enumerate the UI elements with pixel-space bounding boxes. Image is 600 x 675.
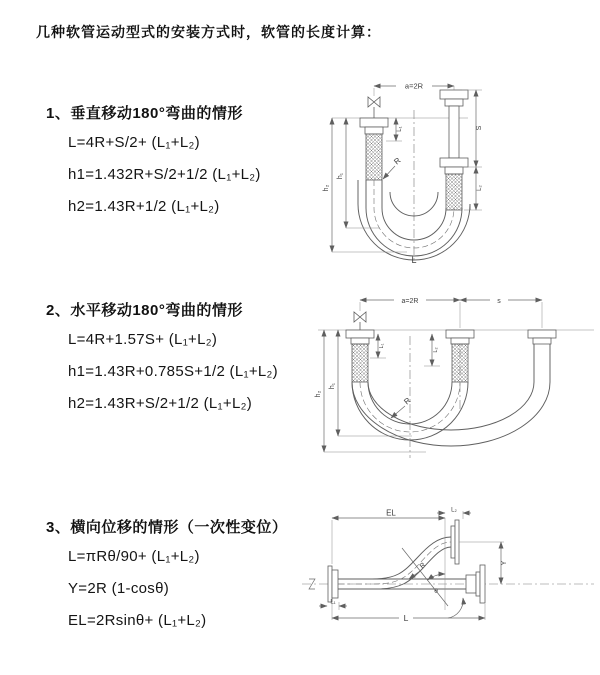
top-flange [451,520,459,564]
formula-line: h1=1.43R+0.785S+1/2 (L₁+L₂) [68,363,278,380]
diagram-lateral-displacement [296,506,600,652]
formula-line: h1=1.432R+S/2+1/2 (L₁+L₂) [68,166,261,183]
dimension-a2r [360,298,460,305]
formula-line: Y=2R (1-cosθ) [68,580,170,597]
dim-label-el: EL [386,508,396,518]
valve-icon [354,312,366,330]
dimension-h2 [315,330,426,452]
diagram-horizontal-180-bend [308,286,600,464]
page-title: 几种软管运动型式的安装方式时，软管的长度计算： [36,24,381,40]
right-pipe-fitting [440,90,468,210]
dim-label-l1: L₁ [397,126,403,132]
middle-pipe-fitting [446,330,474,382]
hose-s-curve [338,537,451,589]
dim-label-h1: h₁ [337,172,344,180]
left-pipe-fitting [346,330,374,382]
dimension-l2 [424,334,440,366]
radius-leader [391,396,413,418]
formula-line: L=πRθ/90+ (L₁+L₂) [68,548,200,565]
valve-icon [368,97,380,118]
dimension-l1 [386,118,403,141]
dimension-s [460,298,542,305]
dim-label-s: s [497,297,501,305]
dimension-l1 [319,600,347,611]
dim-label-l2: L₂ [451,507,457,514]
section-3-heading: 3、横向位移的情形（一次性变位） [46,519,288,536]
dimension-l2 [464,167,483,210]
dim-label-l2: L₂ [433,347,439,353]
left-flange [328,566,338,602]
formula-line: h2=1.43R+1/2 (L₁+L₂) [68,198,220,215]
dim-label-a2r: a=2R [401,297,419,305]
hose-u-bend-position2 [352,344,550,446]
diagram-vertical-180-bend [312,70,598,266]
formula-line: L=4R+1.57S+ (L₁+L₂) [68,331,218,348]
dim-label-l1: L₁ [330,599,336,606]
dimension-l2 [437,508,471,520]
dim-label-y: Y [501,560,508,566]
dim-label-h1: h₁ [329,382,336,390]
left-pipe-fitting [360,118,388,180]
radius-leader [383,156,403,179]
section-2-heading: 2、水平移动180°弯曲的情形 [46,302,243,319]
dimension-s [462,90,483,167]
dim-label-l: L [403,613,409,623]
formula-line: L=4R+S/2+ (L₁+L₂) [68,134,200,151]
dim-label-l2: L₂ [477,185,483,191]
dim-label-h2: h₂ [315,390,322,398]
formula-line: EL=2Rsinθ+ (L₁+L₂) [68,612,207,629]
dim-label-a2r: a=2R [404,81,424,91]
dim-label-s: S [476,125,483,131]
right-pipe-fitting [528,330,556,344]
radius-label: R [402,395,413,407]
section-1-heading: 1、垂直移动180°弯曲的情形 [46,105,243,122]
length-label: L [411,255,417,265]
dimension-el [332,509,445,611]
radius-label: R [392,155,403,167]
radius-label: R [418,561,428,571]
dim-label-h2: h₂ [323,184,330,192]
angle-theta-label: θ [434,588,438,595]
formula-line: h2=1.43R+S/2+1/2 (L₁+L₂) [68,395,253,412]
dim-label-l1: L₁ [379,343,385,349]
